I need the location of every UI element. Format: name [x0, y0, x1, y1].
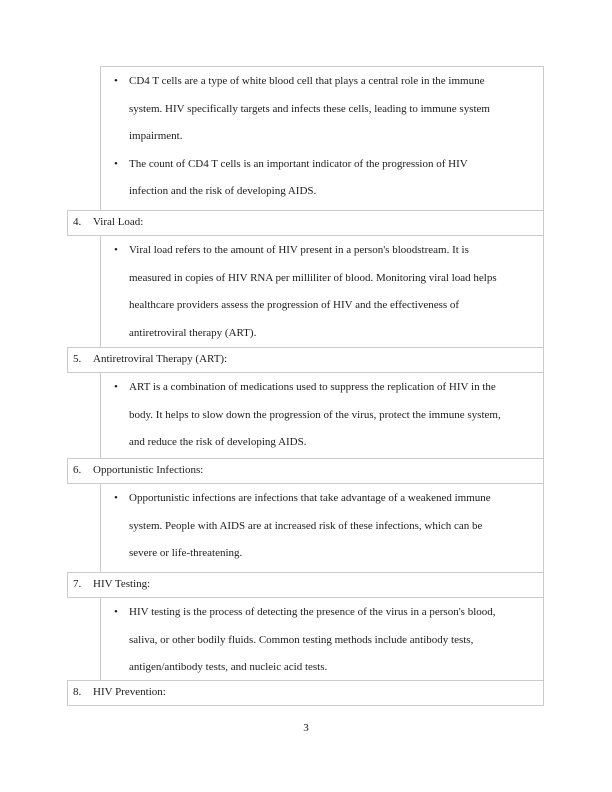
text-line: The count of CD4 T cells is an important indicator of the progression of HIV [129, 157, 468, 170]
bullet-text [129, 151, 543, 206]
bullet-list-art [100, 372, 544, 459]
bullet-icon: • [114, 381, 118, 393]
bullet-item [101, 599, 543, 682]
bullet-item [101, 68, 543, 151]
list-number: 5. [73, 353, 82, 365]
list-item-heading-hiv-testing [67, 572, 544, 598]
bullet-item [101, 374, 543, 457]
text-line: ART is a combination of medications used to suppress the replication of HIV in the [129, 381, 496, 393]
list-number: 8. [73, 686, 82, 698]
list-item-heading-opportunistic-infections [67, 458, 544, 484]
bullet-list-intro [100, 66, 544, 211]
list-title: HIV Testing: [93, 578, 151, 590]
list-item-heading-art [67, 347, 544, 373]
bullet-text [129, 374, 543, 457]
bullet-list-opportunistic-infections [100, 483, 544, 573]
bullet-icon: • [114, 244, 118, 256]
list-title: HIV Prevention: [93, 686, 166, 698]
bullet-icon: • [114, 492, 118, 504]
list-item-heading-hiv-prevention [67, 680, 544, 706]
text-line: antiretroviral therapy (ART). [129, 326, 257, 339]
text-line: severe or life-threatening. [129, 547, 243, 560]
bullet-item [101, 237, 543, 347]
text-line: body. It helps to slow down the progression of the virus, protect the immune system, [129, 408, 501, 421]
text-line: measured in copies of HIV RNA per milliliter of blood. Monitoring viral load helps [129, 271, 497, 284]
list-item-heading-viral-load [67, 210, 544, 236]
bullet-icon: • [114, 75, 118, 87]
bullet-text [129, 599, 543, 682]
text-line: Viral load refers to the amount of HIV present in a person's bloodstream. It is [129, 244, 469, 256]
text-line: CD4 T cells are a type of white blood cell that plays a central role in the immune [129, 75, 485, 87]
list-title: Opportunistic Infections: [93, 464, 204, 476]
bullet-item [101, 485, 543, 568]
text-line: healthcare providers assess the progression of HIV and the effectiveness of [129, 299, 460, 312]
list-title: Viral Load: [93, 216, 144, 228]
text-line: and reduce the risk of developing AIDS. [129, 436, 307, 449]
bullet-icon: • [114, 157, 118, 170]
text-line: antigen/antibody tests, and nucleic acid tests. [129, 661, 328, 674]
text-line: HIV testing is the process of detecting the presence of the virus in a person's blood, [129, 606, 496, 618]
list-number: 6. [73, 464, 82, 476]
list-title: Antiretroviral Therapy (ART): [93, 353, 228, 365]
bullet-text [129, 485, 543, 568]
bullet-list-hiv-testing [100, 597, 544, 681]
bullet-text [129, 237, 543, 347]
list-number: 7. [73, 578, 82, 590]
text-line: infection and the risk of developing AIDS. [129, 185, 317, 198]
bullet-item [101, 151, 543, 206]
text-line: impairment. [129, 130, 183, 143]
bullet-text [129, 68, 543, 151]
bullet-icon: • [114, 606, 118, 618]
text-line: saliva, or other bodily fluids. Common testing methods include antibody tests, [129, 633, 474, 646]
text-line: Opportunistic infections are infections that take advantage of a weakened immune [129, 492, 491, 504]
page-number: 3 [303, 722, 309, 734]
bullet-list-viral-load [100, 235, 544, 348]
list-number: 4. [73, 216, 82, 228]
text-line: system. People with AIDS are at increased risk of these infections, which can be [129, 519, 483, 532]
text-line: system. HIV specifically targets and infects these cells, leading to immune system [129, 102, 490, 115]
